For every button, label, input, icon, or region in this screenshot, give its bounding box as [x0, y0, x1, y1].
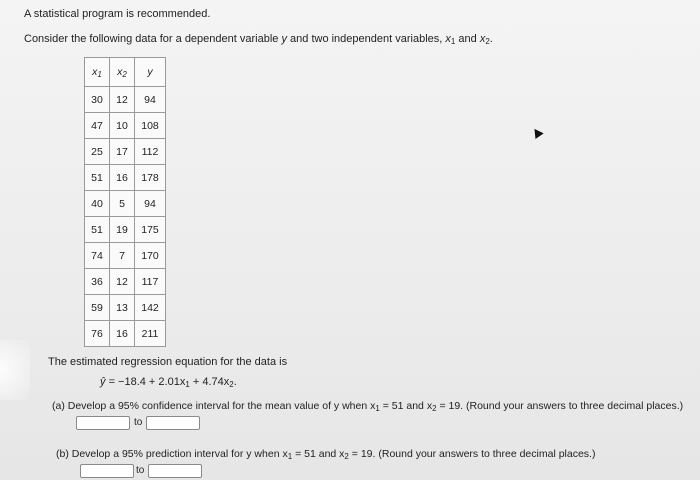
- table-cell-x1: 76: [85, 321, 110, 347]
- table-cell-y: 211: [135, 321, 166, 347]
- table-cell-y: 112: [135, 139, 166, 165]
- regression-label: The estimated regression equation for the data is: [48, 356, 288, 368]
- table-cell-x1: 30: [85, 87, 110, 113]
- table-cell-x1: 51: [85, 165, 110, 191]
- table-cell-x1: 40: [85, 191, 110, 217]
- intro-text: A statistical program is recommended.: [24, 8, 211, 20]
- column-header-x1: $x_1$: [85, 58, 110, 87]
- table-cell-x2: 19: [110, 217, 135, 243]
- table-row: [85, 217, 166, 243]
- table-row: [85, 139, 166, 165]
- column-header-y: y: [135, 58, 166, 87]
- table-row: [85, 295, 166, 321]
- table-cell-y: 175: [135, 217, 166, 243]
- table-row: [85, 113, 166, 139]
- table-cell-y: 108: [135, 113, 166, 139]
- table-cell-x1: 25: [85, 139, 110, 165]
- table-cell-x2: 5: [110, 191, 135, 217]
- part-a-to-label: to: [134, 417, 143, 428]
- table-cell-x2: 7: [110, 243, 135, 269]
- table-cell-y: 170: [135, 243, 166, 269]
- table-row: [85, 87, 166, 113]
- part-a-prompt: (a) Develop a 95% confidence interval for the mean value of y when $x_1 = 51$ and $x_2 = 19$. (Round your answers to three decimal places.): [52, 400, 684, 413]
- table-cell-y: 178: [135, 165, 166, 191]
- data-table: [84, 57, 166, 347]
- table-row: [85, 191, 166, 217]
- column-header-x2: $x_2$: [110, 58, 135, 87]
- mouse-cursor-icon: [530, 126, 543, 139]
- table-cell-y: 94: [135, 191, 166, 217]
- part-b-to-label: to: [136, 465, 145, 476]
- table-cell-x2: 12: [110, 269, 135, 295]
- part-b-prompt: (b) Develop a 95% prediction interval for y when $x_1 = 51$ and $x_2 = 19$. (Round your answers to three decimal places.): [56, 448, 596, 461]
- table-row: [85, 269, 166, 295]
- table-row: [85, 165, 166, 191]
- table-row: [85, 321, 166, 347]
- part-b-upper-input[interactable]: [148, 464, 202, 478]
- table-cell-x2: 12: [110, 87, 135, 113]
- part-a-lower-input[interactable]: [76, 416, 130, 430]
- table-cell-x2: 16: [110, 321, 135, 347]
- table-row: [85, 243, 166, 269]
- table-header-row: [85, 58, 166, 87]
- table-cell-x2: 17: [110, 139, 135, 165]
- table-cell-x1: 74: [85, 243, 110, 269]
- part-b-lower-input[interactable]: [80, 464, 134, 478]
- prompt-text: Consider the following data for a dependent variable y and two independent variables, $x_1$ and $x_2$.: [24, 33, 493, 46]
- table-cell-x2: 16: [110, 165, 135, 191]
- table-cell-x1: 51: [85, 217, 110, 243]
- table-cell-x1: 36: [85, 269, 110, 295]
- table-cell-x2: 13: [110, 295, 135, 321]
- part-a-upper-input[interactable]: [146, 416, 200, 430]
- regression-equation: ŷ = $-18.4 + 2.01x_1 + 4.74x_2$.: [100, 376, 237, 389]
- table-cell-x1: 59: [85, 295, 110, 321]
- table-cell-y: 94: [135, 87, 166, 113]
- table-cell-y: 142: [135, 295, 166, 321]
- table-cell-x2: 10: [110, 113, 135, 139]
- table-cell-x1: 47: [85, 113, 110, 139]
- photo-glare: [0, 340, 30, 400]
- table-cell-y: 117: [135, 269, 166, 295]
